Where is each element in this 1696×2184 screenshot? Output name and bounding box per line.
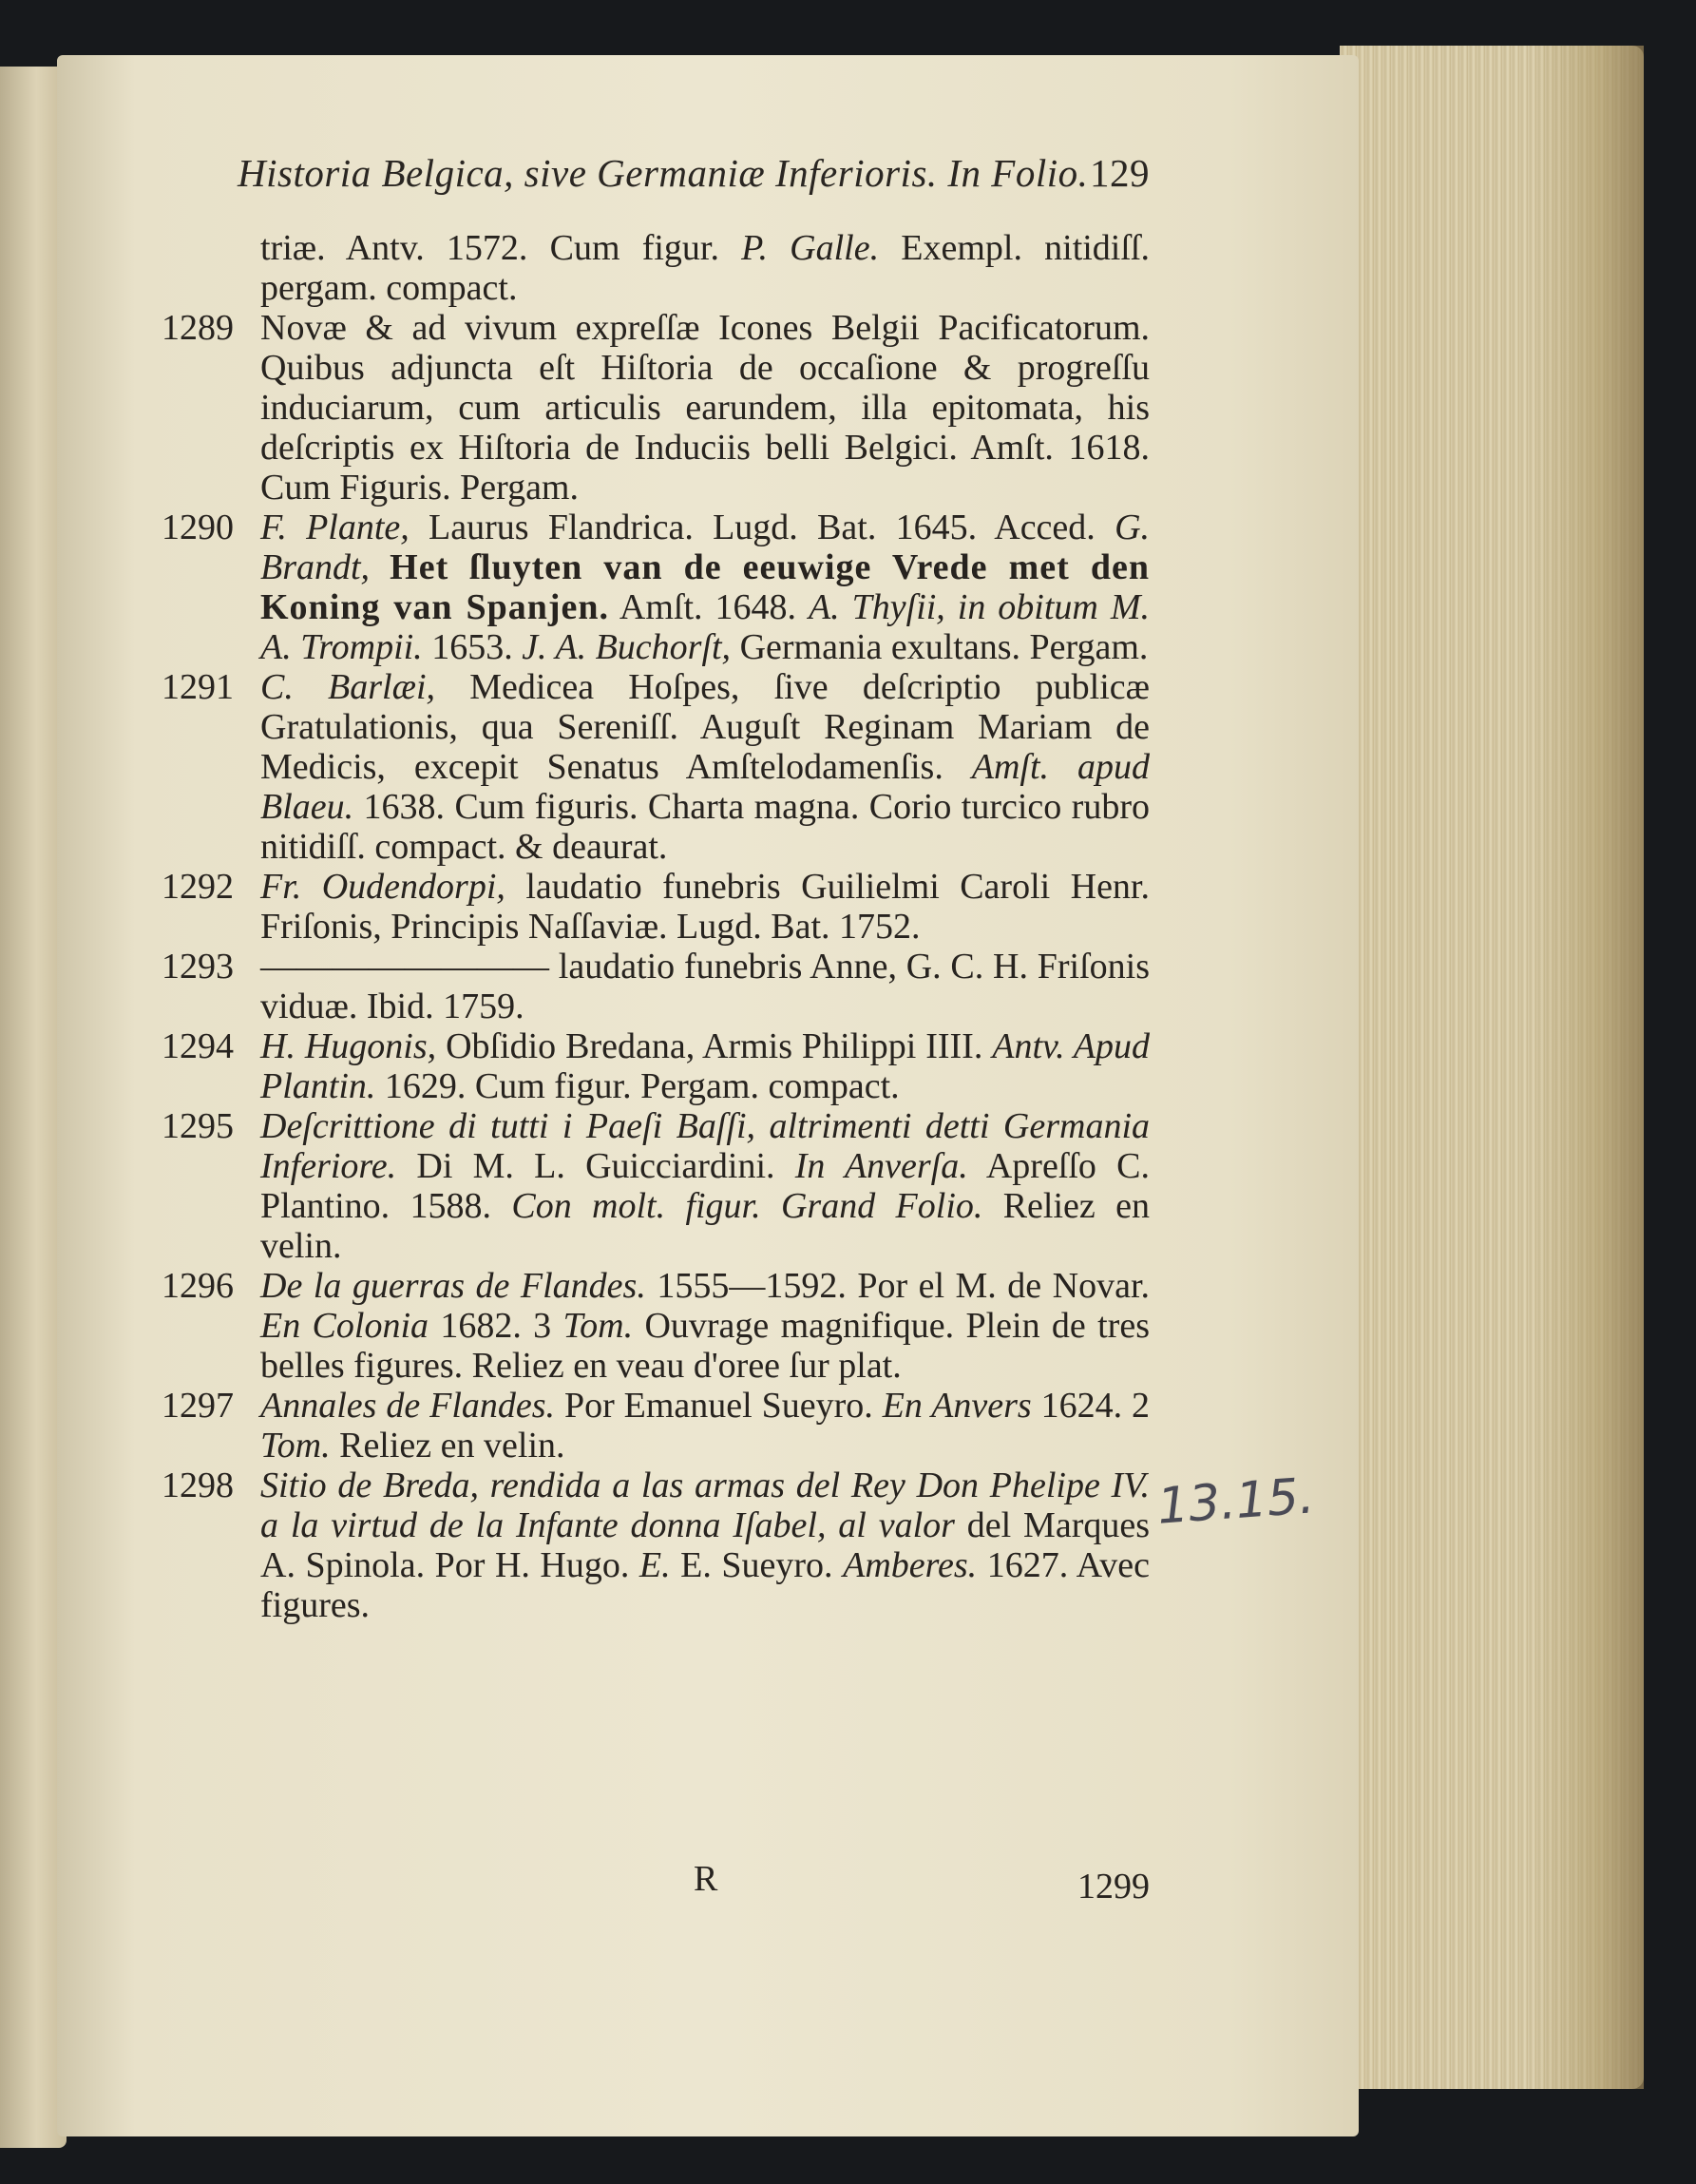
page-number: 129 xyxy=(1090,151,1150,195)
handwritten-price-note: 13.15. xyxy=(1155,1467,1317,1536)
entry-text: triæ. Antv. 1572. Cum figur. P. Galle. Exempl. nitidiſſ. pergam. compact. xyxy=(260,228,1150,308)
catalogue-entry xyxy=(162,1386,1150,1466)
text-block-edge xyxy=(1340,46,1644,2089)
catalogue-entry xyxy=(162,1466,1150,1625)
catalogue-entry xyxy=(162,1026,1150,1106)
entry-text: Annales de Flandes. Por Emanuel Sueyro. En Anvers 1624. 2 Tom. Reliez en velin. xyxy=(260,1386,1150,1466)
running-title: Historia Belgica, sive Germaniæ Inferioris. In Folio. xyxy=(238,151,1089,195)
running-head xyxy=(238,150,1150,196)
catchword: 1299 xyxy=(1077,1867,1150,1906)
signature-mark: R xyxy=(694,1859,718,1899)
entry-text: H. Hugonis, Obſidio Bredana, Armis Philippi IIII. Antv. Apud Plantin. 1629. Cum figur. Pergam. compact. xyxy=(260,1026,1151,1106)
entry-text: De la guerras de Flandes. 1555—1592. Por el M. de Novar. En Colonia 1682. 3 Tom. Ouvrage magnifique. Plein de tres belles figures. Reliez en veau d'oree ſur plat. xyxy=(260,1266,1151,1386)
catalogue-entry xyxy=(162,308,1150,508)
entry-number: 1290 xyxy=(162,508,234,547)
entry-text: C. Barlæi, Medicea Hoſpes, ſive deſcriptio publicæ Gratulationis, qua Sereniſſ. Auguſt Reginam Mariam de Medicis, excepit Senatus Amſtelodamenſis. Amſt. apud Blaeu. 1638. Cum figuris. Charta magna. Corio turcico rubro nitidiſſ. compact. & deaurat. xyxy=(260,667,1151,867)
edge-stain xyxy=(1530,46,1644,2089)
catalogue-entry xyxy=(162,1266,1150,1386)
entry-number: 1294 xyxy=(162,1026,234,1066)
entry-text: Novæ & ad vivum expreſſæ Icones Belgii Pacificatorum. Quibus adjuncta eſt Hiſtoria de occaſione & progreſſu induciarum, cum articulis earundem, illa epitomata, his deſcriptis ex Hiſtoria de Induciis belli Belgici. Amſt. 1618. Cum Figuris. Pergam. xyxy=(260,308,1150,508)
entry-number: 1296 xyxy=(162,1266,234,1306)
catalogue-entry xyxy=(162,947,1150,1026)
catalogue-entry xyxy=(162,667,1150,867)
catalogue-entry xyxy=(162,867,1150,947)
catalogue-entry xyxy=(162,508,1150,667)
entry-number: 1293 xyxy=(162,947,234,987)
entry-text: ———————— laudatio funebris Anne, G. C. H. Friſonis viduæ. Ibid. 1759. xyxy=(260,947,1150,1026)
entry-text: Sitio de Breda, rendida a las armas del Rey Don Phelipe IV. a la virtud de la Infante donna Iſabel, al valor del Marques A. Spinola. Por H. Hugo. E. E. Sueyro. Amberes. 1627. Avec figures. xyxy=(260,1466,1151,1625)
entry-text: Deſcrittione di tutti i Paeſi Baſſi, altrimenti detti Germania Inferiore. Di M. L. Guicciardini. In Anverſa. Apreſſo C. Plantino. 1588. Con molt. figur. Grand Folio. Reliez en velin. xyxy=(260,1106,1150,1266)
entry-number: 1292 xyxy=(162,867,234,907)
entry-number: 1289 xyxy=(162,308,234,348)
entry-text: Fr. Oudendorpi, laudatio funebris Guilielmi Caroli Henr. Friſonis, Principis Naſſaviæ. Lugd. Bat. 1752. xyxy=(260,867,1150,947)
entry-text: F. Plante, Laurus Flandrica. Lugd. Bat. 1645. Acced. G. Brandt, Het ſluyten van de eeuwige Vrede met den Koning van Spanjen. Amſt. 1648. A. Thyſii, in obitum M. A. Trompii. 1653. J. A. Buchorſt, Germania exultans. Pergam. xyxy=(260,508,1151,667)
catalogue-entry xyxy=(162,228,1150,308)
catalogue-entry xyxy=(162,1106,1150,1266)
entry-number: 1291 xyxy=(162,667,234,707)
catalogue-entries xyxy=(162,228,1150,1625)
entry-number: 1298 xyxy=(162,1466,234,1505)
entry-number: 1295 xyxy=(162,1106,234,1146)
entry-number: 1297 xyxy=(162,1386,234,1426)
